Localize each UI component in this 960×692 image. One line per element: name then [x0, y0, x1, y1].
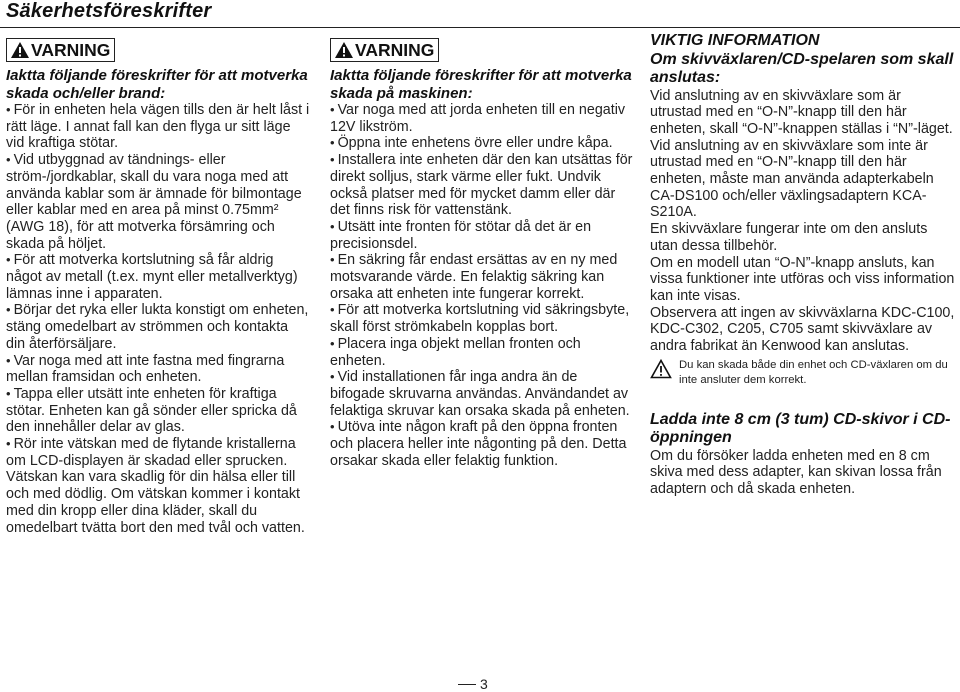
- warning-triangle-icon: [334, 41, 354, 59]
- warning-triangle-icon: [10, 41, 30, 59]
- page-number: [458, 676, 488, 692]
- caution-text: Du kan skada både din enhet och CD-växlaren om du inte ansluter dem korrekt.: [679, 358, 948, 387]
- list-item: • Var noga med att inte fastna med fingrarna mellan framsidan och enheten.: [6, 352, 285, 386]
- list-item: • För in enheten hela vägen tills den är helt låst i rätt läge. I annat fall kan den flyga ur sitt läge vid kraftiga stötar.: [6, 102, 310, 152]
- warning-label: VARNING: [355, 40, 435, 60]
- cd-heading: Ladda inte 8 cm (3 tum) CD-skivor i CD-öppningen: [650, 410, 951, 447]
- warning-lead: Iaktta följande föreskrifter för att motverka skada och/eller brand:: [6, 67, 308, 102]
- list-item: • Rör inte vätskan med de flytande kristallerna om LCD-displayen är skadad eller sprucken. Vätskan kan vara skadlig för din hälsa eller till och med dödlig. Om vätskan kommer i kontakt med din kropp eller dina kläder, skall du omedelbart tvätta bort den med tvål och vatten.: [6, 436, 305, 536]
- caution-triangle-icon: [650, 359, 672, 379]
- list-item: • Var noga med att jorda enheten till en negativ 12V likström.: [330, 102, 626, 135]
- paragraph: Vid anslutning av en skivväxlare som är utrustad med en “O-N”-knapp till den här enheten, skall “O-N”-knappen ställas i “N”-läget.: [650, 87, 953, 137]
- bullet-list: [6, 102, 311, 536]
- list-item: • Utöva inte någon kraft på den öppna fronten och placera heller inte någonting på den. Detta orsakar skada eller felaktig funktion.: [330, 419, 627, 469]
- page-number-value: 3: [480, 676, 488, 692]
- paragraph: Observera att ingen av skivväxlarna KDC-C100, KDC-C302, C205, C705 samt skivväxlare av andra fabrikat än Kenwood kan anslutas.: [650, 304, 955, 355]
- list-item: • Öppna inte enhetens övre eller undre kåpa.: [330, 135, 613, 152]
- list-item: • Vid utbyggnad av tändnings- eller ström-/jordkablar, skall du vara noga med att använda kablar som är ämnade för bilmontage eller kablar med en area på minst 0.75mm² (AWG 18), för att motverka försämring och skada på höljet.: [6, 152, 302, 252]
- list-item: • Installera inte enheten där den kan utsättas för direkt solljus, stark värme eller fukt. Undvik också platser med för mycket damm eller där det finns risk för vattenstänk.: [330, 152, 633, 219]
- list-item: • Tappa eller utsätt inte enheten för kraftiga stötar. Enheten kan gå sönder eller spricka då den innehåller delar av glas.: [6, 385, 297, 436]
- paragraph: Vid anslutning av en skivväxlare som inte är utrustad med en “O-N”-knapp till den här enheten, måste man använda adapterkabeln CA-DS100 och/eller växlingsadaptern KCA-S210A.: [650, 137, 934, 221]
- column-1: [6, 32, 311, 536]
- list-item: • Placera inga objekt mellan fronten och enheten.: [330, 335, 581, 369]
- paragraph: Om du försöker ladda enheten med en 8 cm skiva med dess adapter, kan skivan lossa från adaptern och då skada enheten.: [650, 447, 942, 498]
- warning-badge: [6, 38, 115, 62]
- list-item: • Utsätt inte fronten för stötar då det är en precisionsdel.: [330, 218, 592, 252]
- changer-subheading: Om skivväxlaren/CD-spelaren som skall anslutas:: [650, 50, 954, 86]
- bullet-list: [330, 102, 635, 469]
- list-item: • För att motverka kortslutning så får aldrig något av metall (t.ex. mynt eller metallverktyg) lämnas inne i apparaten.: [6, 252, 298, 302]
- caution-note: [650, 358, 956, 389]
- page-title: Säkerhetsföreskrifter: [6, 0, 212, 22]
- column-2: [330, 32, 635, 469]
- warning-lead: Iaktta följande föreskrifter för att motverka skada på maskinen:: [330, 67, 632, 102]
- paragraph: En skivväxlare fungerar inte om den ansluts utan dessa tillbehör.: [650, 221, 928, 254]
- title-rule: [0, 27, 960, 28]
- column-3: [650, 32, 956, 498]
- page-number-dash: [458, 684, 476, 685]
- warning-label: VARNING: [31, 40, 111, 60]
- list-item: • Börjar det ryka eller lukta konstigt om enheten, stäng omedelbart av strömmen och kontakta din återförsäljare.: [6, 302, 309, 352]
- important-info-heading: VIKTIG INFORMATION: [650, 32, 820, 49]
- warning-badge: [330, 38, 439, 62]
- paragraph: Om en modell utan “O-N”-knapp ansluts, kan vissa funktioner inte utföras och viss information kan inte visas.: [650, 254, 955, 304]
- list-item: • För att motverka kortslutning vid säkringsbyte, skall först strömkabeln kopplas bort.: [330, 302, 630, 336]
- list-item: • Vid installationen får inga andra än de bifogade skruvarna användas. Användandet av felaktiga skruvar kan orsaka skada på enheten.: [330, 369, 630, 419]
- list-item: • En säkring får endast ersättas av en ny med motsvarande värde. En felaktig säkring kan orsaka att enheten inte fungerar korrekt.: [330, 252, 618, 302]
